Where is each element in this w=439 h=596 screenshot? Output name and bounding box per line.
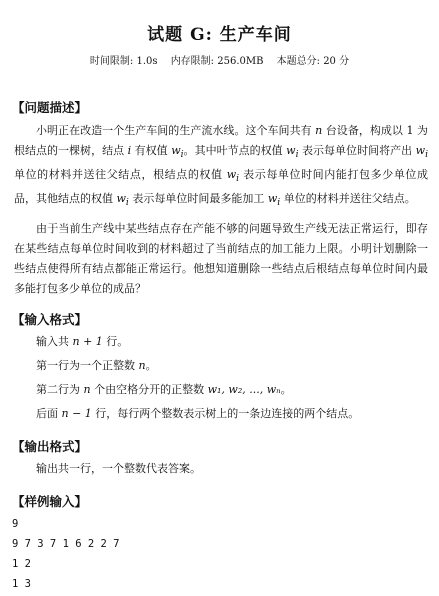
memory-limit: 内存限制: 256.0MB (170, 56, 264, 67)
var-w: w (226, 168, 237, 182)
description-paragraph-2: 由于当前生产线中某些结点存在产能不够的问题导致生产线无法正常运行，即存在某些结点每单位时间收到的材料超过了当前结点的加工能力上限。小明计划删除一些结点使得所有结点都能正常运行。他想知道删除一些结点后根结点每单位时间内最多能打包多少单位的成品？ (14, 222, 428, 295)
description-heading: 【问题描述】 (12, 100, 88, 115)
var-n: n (315, 124, 323, 137)
input-line-3: 第二行为 n 个由空格分开的正整数 w₁, w₂, ..., wₙ。 (36, 383, 292, 396)
sample-input-line: 9 7 3 7 1 6 2 2 7 (12, 538, 120, 550)
input-line-2: 第一行为一个正整数 n。 (36, 359, 157, 372)
output-line-1: 输出共一行，一个整数代表答案。 (36, 462, 201, 475)
input-line-4: 后面 n − 1 行，每行两个整数表示树上的一条边连接的两个结点。 (36, 407, 360, 420)
sample-input-line: 1 3 (12, 578, 31, 590)
input-format-heading: 【输入格式】 (12, 312, 88, 327)
var-w: w (267, 192, 278, 206)
sample-input-heading: 【样例输入】 (12, 494, 88, 509)
var-w: w (415, 144, 426, 157)
var-w: w (286, 144, 296, 157)
input-line-1: 输入共 n + 1 行。 (36, 335, 129, 348)
var-w: w (116, 192, 126, 206)
sample-input-line: 9 (12, 518, 19, 530)
problem-meta (0, 52, 439, 67)
page-title: 试题 G: 生产车间 (147, 25, 292, 45)
var-i: i (127, 144, 132, 157)
output-format-heading: 【输出格式】 (12, 439, 88, 454)
description-paragraph-1: 小明正在改造一个生产车间的生产流水线。这个车间共有 n 台设备，构成以 1 为根结点的一棵树，结点 i 有权值 $w_i$。其中叶节点的权值 $w_i$ 表示每单位时间将产出 $w_i$ 单位的材料并送往父结点，根结点的权值 $w_i$ 表示每单位时间内能打包多少单位成品，其他结点的权值 $w_i$ 表示每单位时间最多能加工 $w_i$ 单位的材料并送往父结点。 (14, 124, 428, 209)
sample-input-line: 1 2 (12, 558, 31, 570)
total-score: 本题总分: 20 分 (276, 56, 350, 67)
var-w: w (171, 144, 181, 157)
time-limit: 时间限制: 1.0s (89, 56, 158, 67)
